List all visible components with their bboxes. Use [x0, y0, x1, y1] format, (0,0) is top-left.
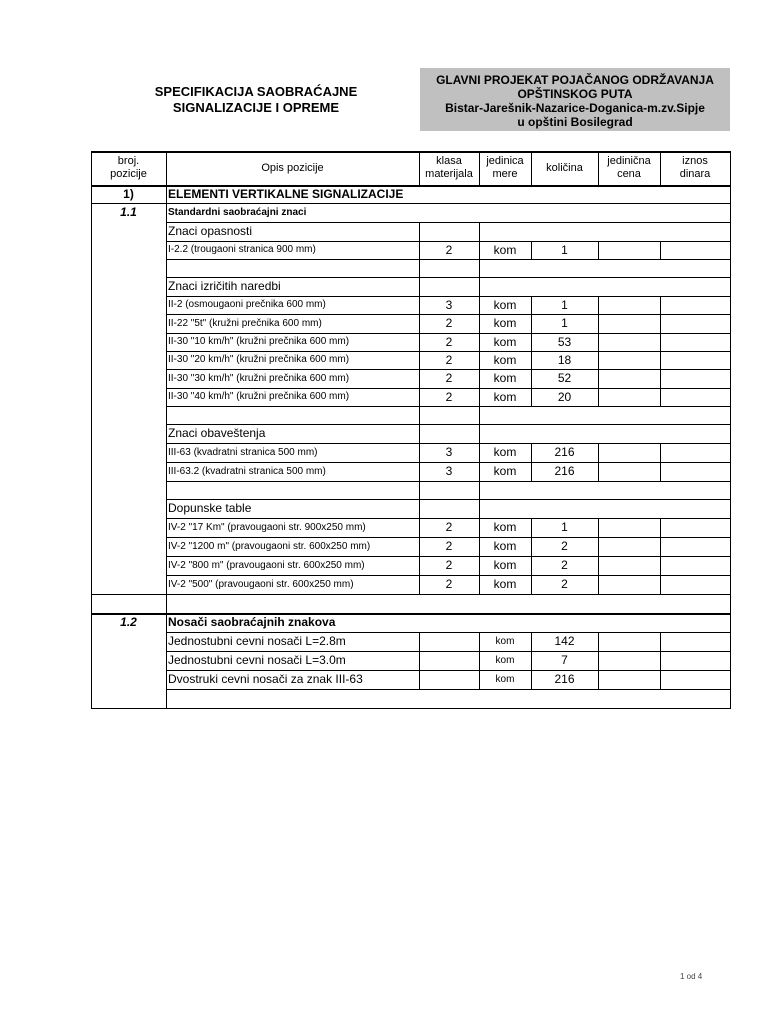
item-kolicina: 20 — [557, 390, 572, 404]
column-divider — [419, 575, 420, 594]
column-divider — [479, 443, 480, 462]
row-rule — [166, 406, 730, 407]
column-divider — [660, 518, 661, 537]
column-divider — [419, 259, 420, 277]
column-divider — [419, 296, 420, 314]
column-divider — [166, 151, 167, 709]
column-divider — [479, 388, 480, 406]
item-description: II-2 (osmougaoni prečnika 600 mm) — [168, 299, 326, 310]
column-divider — [598, 388, 599, 406]
column-divider — [598, 151, 599, 185]
column-divider — [479, 222, 480, 241]
column-divider — [598, 369, 599, 388]
item-klasa: 2 — [445, 520, 453, 534]
column-divider — [419, 670, 420, 689]
item-klasa: 2 — [445, 371, 453, 385]
column-divider — [660, 369, 661, 388]
header-opis-pozicije — [166, 151, 419, 185]
column-divider — [531, 241, 532, 259]
column-divider — [598, 314, 599, 333]
column-divider — [598, 351, 599, 369]
position-number: 1.2 — [120, 615, 137, 629]
item-kolicina: 18 — [557, 353, 572, 367]
column-divider — [419, 222, 420, 241]
column-divider — [660, 314, 661, 333]
item-jedinica: kom — [493, 577, 517, 591]
column-divider — [419, 537, 420, 556]
column-divider — [479, 296, 480, 314]
column-divider — [531, 351, 532, 369]
column-divider — [419, 406, 420, 424]
column-divider — [660, 575, 661, 594]
column-divider — [419, 241, 420, 259]
column-divider — [419, 481, 420, 499]
column-divider — [419, 369, 420, 388]
position-number: 1) — [123, 187, 134, 201]
item-klasa: 3 — [445, 464, 453, 478]
item-description: III-63 (kvadratni stranica 500 mm) — [168, 447, 318, 458]
column-divider — [531, 518, 532, 537]
item-klasa: 2 — [445, 390, 453, 404]
item-jedinica: kom — [493, 464, 517, 478]
item-jedinica: kom — [495, 655, 515, 666]
column-divider — [419, 632, 420, 651]
column-divider — [479, 424, 480, 443]
title-line: SIGNALIZACIJE I OPREME — [172, 100, 340, 115]
item-jedinica: kom — [493, 353, 517, 367]
item-kolicina: 1 — [561, 520, 568, 534]
column-divider — [660, 333, 661, 351]
project-title-box — [420, 68, 730, 131]
row-rule — [166, 259, 730, 260]
group-title: Znaci izričitih naredbi — [168, 279, 281, 293]
column-divider — [419, 556, 420, 575]
column-divider — [531, 575, 532, 594]
column-divider — [479, 406, 480, 424]
column-divider — [598, 296, 599, 314]
column-divider — [479, 651, 480, 670]
header-iznos-dinara-text: iznos — [682, 155, 708, 167]
item-kolicina: 1 — [561, 316, 568, 330]
column-divider — [598, 537, 599, 556]
header-kolicina — [531, 151, 598, 185]
item-klasa: 2 — [445, 539, 453, 553]
column-divider — [479, 151, 480, 185]
item-jedinica: kom — [493, 298, 517, 312]
group-title: Dopunske table — [168, 501, 252, 515]
column-divider — [419, 314, 420, 333]
item-description: II-30 "30 km/h" (kružni prečnika 600 mm) — [168, 373, 350, 384]
item-description: IV-2 "17 Km" (pravougaoni str. 900x250 mm) — [168, 522, 366, 533]
column-divider — [660, 537, 661, 556]
item-description: II-30 "20 km/h" (kružni prečnika 600 mm) — [168, 354, 350, 365]
column-divider — [479, 462, 480, 481]
column-divider — [479, 575, 480, 594]
item-kolicina: 2 — [561, 539, 568, 553]
item-jedinica: kom — [493, 316, 517, 330]
item-klasa: 2 — [445, 558, 453, 572]
item-klasa: 2 — [445, 243, 453, 257]
column-divider — [660, 632, 661, 651]
column-divider — [598, 651, 599, 670]
item-klasa: 3 — [445, 298, 453, 312]
column-divider — [479, 670, 480, 689]
column-divider — [419, 424, 420, 443]
item-description: IV-2 "1200 m" (pravougaoni str. 600x250 mm) — [168, 541, 371, 552]
column-divider — [479, 259, 480, 277]
header-klasa-materijala — [419, 151, 479, 185]
item-klasa: 3 — [445, 445, 453, 459]
item-kolicina: 216 — [554, 672, 575, 686]
column-divider — [531, 537, 532, 556]
column-divider — [660, 241, 661, 259]
column-divider — [531, 670, 532, 689]
header-kolicina-text: količina — [546, 161, 583, 174]
column-divider — [419, 277, 420, 296]
item-description: IV-2 "500" (pravougaoni str. 600x250 mm) — [168, 579, 354, 590]
column-divider — [419, 443, 420, 462]
column-divider — [531, 314, 532, 333]
column-divider — [479, 632, 480, 651]
project-title-line: Bistar-Jarešnik-Nazarice-Doganica-m.zv.Sipje — [445, 101, 705, 115]
column-divider — [598, 241, 599, 259]
column-divider — [660, 462, 661, 481]
item-jedinica: kom — [493, 243, 517, 257]
column-divider — [598, 556, 599, 575]
item-kolicina: 216 — [554, 445, 575, 459]
item-kolicina: 142 — [554, 634, 575, 648]
item-jedinica: kom — [493, 520, 517, 534]
column-divider — [419, 499, 420, 518]
column-divider — [419, 651, 420, 670]
column-divider — [419, 518, 420, 537]
column-divider — [531, 369, 532, 388]
column-divider — [419, 351, 420, 369]
page-number: 1 od 4 — [680, 972, 703, 981]
header-jedinicna-cena-text: cena — [617, 168, 641, 180]
column-divider — [479, 481, 480, 499]
header-jedinicna-cena — [598, 151, 660, 185]
column-divider — [531, 651, 532, 670]
item-jedinica: kom — [493, 335, 517, 349]
item-klasa: 2 — [445, 577, 453, 591]
row-rule — [166, 481, 730, 482]
header-broj-pozicije-text: pozicije — [110, 168, 147, 180]
table-right-border — [730, 151, 731, 709]
column-divider — [479, 241, 480, 259]
column-divider — [660, 351, 661, 369]
item-jedinica: kom — [493, 390, 517, 404]
item-klasa: 2 — [445, 316, 453, 330]
column-divider — [479, 314, 480, 333]
item-description: I-2.2 (trougaoni stranica 900 mm) — [168, 244, 316, 255]
column-divider — [660, 651, 661, 670]
item-kolicina: 2 — [561, 558, 568, 572]
row-rule — [91, 203, 166, 204]
column-divider — [531, 462, 532, 481]
item-description: II-30 "40 km/h" (kružni prečnika 600 mm) — [168, 391, 350, 402]
column-divider — [660, 388, 661, 406]
header-broj-pozicije — [91, 151, 166, 185]
section-title: Standardni saobraćajni znaci — [168, 207, 307, 218]
column-divider — [598, 443, 599, 462]
column-divider — [531, 151, 532, 185]
group-title: Znaci opasnosti — [168, 224, 253, 238]
header-iznos-dinara-text: dinara — [679, 168, 711, 180]
row-rule — [166, 689, 730, 690]
item-jedinica: kom — [495, 636, 515, 647]
header-jedinica-mere-text: mere — [492, 168, 518, 180]
column-divider — [598, 670, 599, 689]
column-divider — [598, 333, 599, 351]
column-divider — [598, 462, 599, 481]
column-divider — [660, 151, 661, 185]
item-description: III-63.2 (kvadratni stranica 500 mm) — [168, 466, 326, 477]
item-description: II-30 "10 km/h" (kružni prečnika 600 mm) — [168, 336, 350, 347]
row-rule — [91, 594, 730, 595]
group-title: Znaci obaveštenja — [168, 426, 266, 440]
column-divider — [419, 151, 420, 185]
column-divider — [598, 632, 599, 651]
item-kolicina: 52 — [557, 371, 572, 385]
project-title-line: OPŠTINSKOG PUTA — [517, 87, 633, 101]
header-opis-pozicije-text: Opis pozicije — [261, 161, 324, 174]
column-divider — [531, 632, 532, 651]
column-divider — [479, 556, 480, 575]
column-divider — [531, 556, 532, 575]
column-divider — [479, 277, 480, 296]
column-divider — [598, 518, 599, 537]
column-divider — [531, 333, 532, 351]
position-number: 1.1 — [120, 205, 137, 219]
table-bottom-border — [91, 708, 730, 709]
column-divider — [531, 443, 532, 462]
item-klasa — [419, 670, 479, 689]
item-kolicina: 53 — [557, 335, 572, 349]
item-klasa: 2 — [445, 353, 453, 367]
item-kolicina: 7 — [561, 653, 568, 667]
item-klasa — [419, 632, 479, 651]
section-title: Nosači saobraćajnih znakova — [168, 615, 336, 629]
item-kolicina: 1 — [561, 298, 568, 312]
item-klasa — [419, 651, 479, 670]
item-kolicina: 1 — [561, 243, 568, 257]
column-divider — [660, 556, 661, 575]
item-jedinica: kom — [493, 371, 517, 385]
column-divider — [419, 333, 420, 351]
header-klasa-materijala-text: klasa — [436, 155, 462, 167]
item-jedinica: kom — [493, 539, 517, 553]
column-divider — [479, 351, 480, 369]
column-divider — [479, 537, 480, 556]
column-divider — [479, 333, 480, 351]
item-description: Jednostubni cevni nosači L=2.8m — [168, 634, 346, 648]
document-title — [120, 84, 392, 116]
project-title-line: GLAVNI PROJEKAT POJAČANOG ODRŽAVANJA — [436, 73, 714, 87]
title-line: SPECIFIKACIJA SAOBRAĆAJNE — [154, 84, 358, 99]
column-divider — [660, 670, 661, 689]
item-jedinica: kom — [493, 445, 517, 459]
column-divider — [660, 296, 661, 314]
header-jedinicna-cena-text: jedinična — [607, 155, 651, 167]
header-broj-pozicije-text: broj. — [117, 155, 140, 167]
item-description: IV-2 "800 m" (pravougaoni str. 600x250 mm) — [168, 560, 365, 571]
item-description: II-22 "5t" (kružni prečnika 600 mm) — [168, 318, 322, 329]
header-klasa-materijala-text: materijala — [425, 168, 473, 180]
item-kolicina: 2 — [561, 577, 568, 591]
header-jedinica-mere — [479, 151, 531, 185]
project-title-line: u opštini Bosilegrad — [517, 115, 633, 129]
item-description: Dvostruki cevni nosači za znak III-63 — [168, 672, 363, 686]
item-klasa: 2 — [445, 335, 453, 349]
column-divider — [531, 388, 532, 406]
column-divider — [531, 296, 532, 314]
column-divider — [598, 575, 599, 594]
column-divider — [479, 518, 480, 537]
section-title: ELEMENTI VERTIKALNE SIGNALIZACIJE — [168, 187, 404, 201]
column-divider — [419, 388, 420, 406]
table-top-border — [91, 151, 730, 153]
column-divider — [660, 443, 661, 462]
item-kolicina: 216 — [554, 464, 575, 478]
header-jedinica-mere-text: jedinica — [486, 155, 524, 167]
column-divider — [479, 369, 480, 388]
item-description: Jednostubni cevni nosači L=3.0m — [168, 653, 346, 667]
item-jedinica: kom — [495, 674, 515, 685]
header-iznos-dinara — [660, 151, 730, 185]
column-divider — [419, 462, 420, 481]
column-divider — [479, 499, 480, 518]
item-jedinica: kom — [493, 558, 517, 572]
